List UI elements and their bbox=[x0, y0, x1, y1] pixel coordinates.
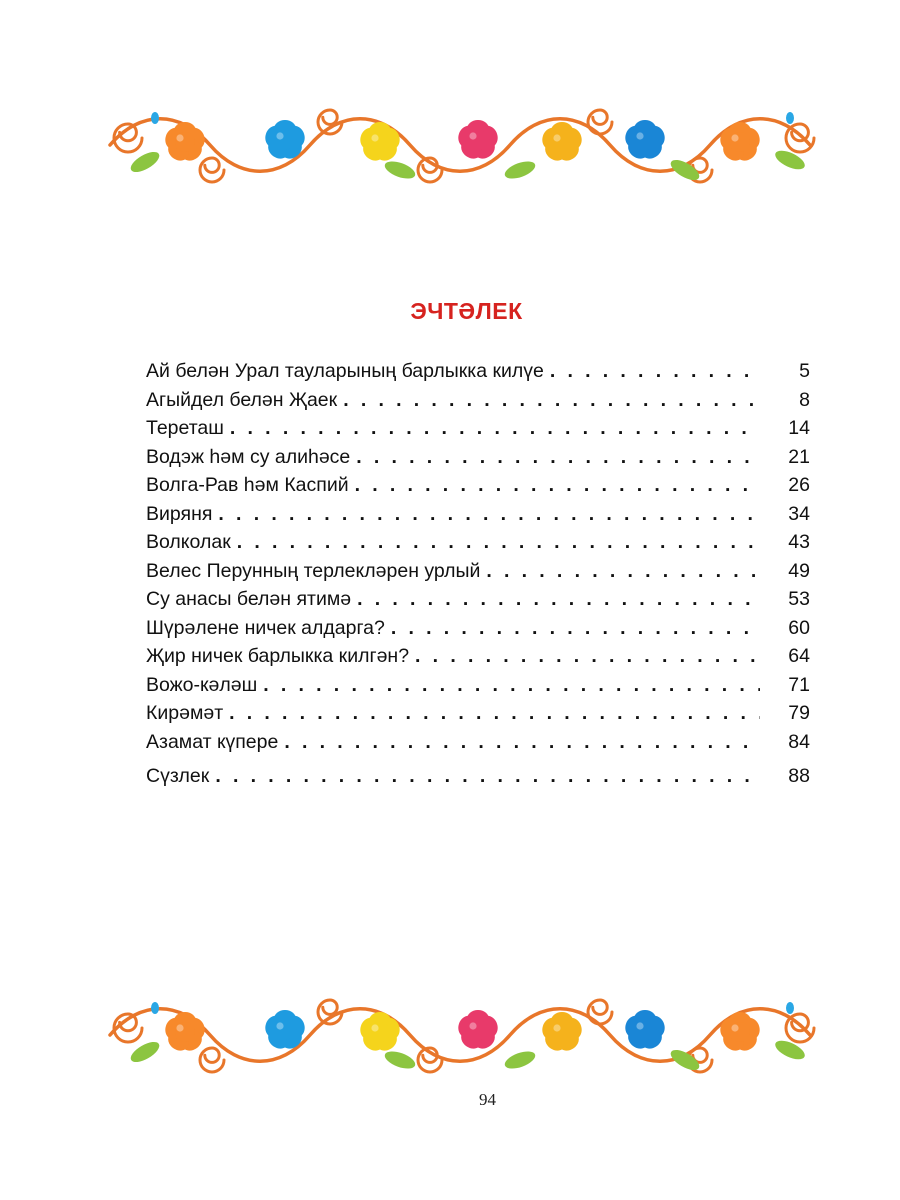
toc-leader-dots bbox=[356, 446, 760, 469]
curl-icon bbox=[200, 1048, 224, 1072]
toc-entry-title: Водэж һәм су алиһәсе bbox=[146, 445, 351, 468]
decorative-border-top bbox=[100, 100, 830, 190]
toc-entry-title: Тереташ bbox=[146, 417, 224, 439]
toc-entry[interactable] bbox=[146, 731, 810, 760]
toc-entry-title: Азамат күпере bbox=[146, 730, 279, 753]
toc-leader-dots bbox=[284, 731, 760, 754]
toc-leader-dots bbox=[215, 765, 760, 788]
leaf-icon bbox=[503, 1048, 538, 1072]
decorative-border-bottom bbox=[100, 990, 830, 1080]
toc-entry[interactable] bbox=[146, 531, 810, 560]
toc-entry-page: 64 bbox=[788, 645, 810, 667]
vine-line bbox=[110, 119, 810, 172]
toc-entry-title: Җир ничек барлыкка килгән? bbox=[146, 645, 410, 667]
toc-entry-glossary[interactable] bbox=[146, 765, 810, 794]
toc-entry-page: 88 bbox=[788, 765, 810, 787]
toc-entry-page: 21 bbox=[788, 445, 810, 468]
toc-leader-dots bbox=[230, 417, 760, 440]
toc-entry-title: Агыйдел белән Җаек bbox=[146, 388, 338, 411]
toc-entry-page: 14 bbox=[788, 417, 810, 439]
toc-entry[interactable] bbox=[146, 446, 810, 475]
toc-leader-dots bbox=[343, 389, 760, 412]
toc-leader-dots bbox=[229, 702, 760, 725]
toc-entry-page: 79 bbox=[788, 702, 810, 724]
toc-entry[interactable] bbox=[146, 389, 810, 418]
toc-entry-title: Велес Перунның терлекләрен урлый bbox=[146, 559, 481, 582]
toc-leader-dots bbox=[357, 588, 760, 611]
drop-icon bbox=[786, 1002, 794, 1014]
toc-entry-page: 60 bbox=[788, 616, 810, 639]
toc-leader-dots bbox=[218, 503, 760, 526]
toc-entry[interactable] bbox=[146, 560, 810, 589]
toc-entry-page: 49 bbox=[788, 559, 810, 582]
table-of-contents bbox=[146, 360, 810, 794]
flower-icon bbox=[718, 122, 763, 165]
flower-icon bbox=[163, 1012, 208, 1055]
flower-icon bbox=[163, 122, 208, 165]
leaf-icon bbox=[383, 158, 418, 182]
flower-icon bbox=[358, 1012, 403, 1055]
flower-icon bbox=[623, 1010, 668, 1053]
toc-entry[interactable] bbox=[146, 360, 810, 389]
toc-entry-title: Су анасы белән ятимә bbox=[146, 588, 352, 610]
toc-entry-page: 34 bbox=[788, 502, 810, 525]
curl-icon bbox=[588, 1000, 612, 1024]
toc-entry[interactable] bbox=[146, 503, 810, 532]
flower-icon bbox=[456, 1010, 501, 1053]
toc-leader-dots bbox=[263, 674, 760, 697]
toc-entry-page: 8 bbox=[799, 388, 810, 411]
toc-leader-dots bbox=[391, 617, 760, 640]
toc-entry[interactable] bbox=[146, 674, 810, 703]
flower-icon bbox=[623, 120, 668, 163]
drop-icon bbox=[151, 1002, 159, 1014]
toc-entry-page: 53 bbox=[788, 588, 810, 610]
toc-entry-title: Волга-Рав һәм Каспий bbox=[146, 474, 349, 496]
toc-entry[interactable] bbox=[146, 417, 810, 446]
flower-icon bbox=[718, 1012, 763, 1055]
toc-leader-dots bbox=[550, 360, 760, 383]
toc-entry-title: Волколак bbox=[146, 531, 231, 553]
toc-entry[interactable] bbox=[146, 617, 810, 646]
page-number: 94 bbox=[479, 1090, 496, 1109]
toc-entry[interactable] bbox=[146, 645, 810, 674]
toc-entry-page: 26 bbox=[788, 474, 810, 496]
curl-icon bbox=[200, 158, 224, 182]
toc-leader-dots bbox=[237, 531, 760, 554]
toc-entry-page: 71 bbox=[788, 673, 810, 696]
curl-icon bbox=[786, 124, 814, 152]
flower-icon bbox=[456, 120, 501, 163]
toc-entry-title: Вожо-кәләш bbox=[146, 673, 258, 696]
toc-entry[interactable] bbox=[146, 474, 810, 503]
leaf-icon bbox=[383, 1048, 418, 1072]
leaf-icon bbox=[503, 158, 538, 182]
toc-title: ЭЧТӘЛЕК bbox=[410, 298, 523, 324]
drop-icon bbox=[151, 112, 159, 124]
toc-entry-title: Шүрәлене ничек алдарга? bbox=[146, 616, 385, 639]
toc-entry-title: Сүзлек bbox=[146, 765, 210, 787]
flower-icon bbox=[540, 122, 585, 165]
toc-leader-dots bbox=[486, 560, 760, 583]
vine-line bbox=[110, 1009, 810, 1062]
toc-entry[interactable] bbox=[146, 588, 810, 617]
toc-entry-page: 84 bbox=[788, 730, 810, 753]
toc-entry-page: 43 bbox=[788, 531, 810, 553]
toc-entry[interactable] bbox=[146, 702, 810, 731]
toc-leader-dots bbox=[415, 645, 760, 668]
flower-icon bbox=[358, 122, 403, 165]
drop-icon bbox=[786, 112, 794, 124]
curl-icon bbox=[588, 110, 612, 134]
toc-entry-title: Виряня bbox=[146, 502, 213, 525]
flower-icon bbox=[540, 1012, 585, 1055]
toc-leader-dots bbox=[355, 474, 760, 497]
toc-entry-page: 5 bbox=[799, 360, 810, 382]
curl-icon bbox=[786, 1014, 814, 1042]
toc-entry-title: Кирәмәт bbox=[146, 702, 224, 724]
toc-entry-title: Ай белән Урал тауларының барлыкка килүе bbox=[146, 360, 544, 382]
